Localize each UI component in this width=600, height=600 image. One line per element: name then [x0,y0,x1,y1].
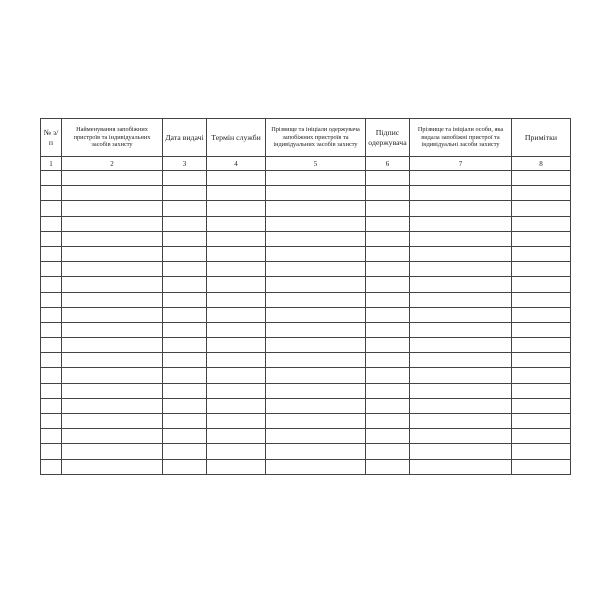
table-cell [512,246,571,261]
table-cell [207,262,266,277]
table-cell [163,292,207,307]
table-cell [163,353,207,368]
table-cell [207,338,266,353]
table-row [41,459,571,474]
table-cell [62,429,163,444]
table-cell [512,398,571,413]
register-body [41,171,571,475]
header-issuer-name: Прізвище та ініціали особи, яка видала запобіжні пристрої та індивідуальні засоби захисту [410,119,512,157]
table-cell [41,277,62,292]
table-cell [512,322,571,337]
table-cell [410,414,512,429]
table-cell [266,231,366,246]
table-cell [62,459,163,474]
table-cell [512,338,571,353]
column-number: 5 [266,157,366,171]
table-cell [163,368,207,383]
header-recipient-signature: Підпис одержувача [366,119,410,157]
table-cell [512,262,571,277]
table-cell [266,307,366,322]
table-cell [512,307,571,322]
table-cell [163,307,207,322]
table-cell [41,383,62,398]
table-cell [41,459,62,474]
table-cell [410,307,512,322]
table-cell [163,231,207,246]
table-row [41,201,571,216]
table-cell [410,368,512,383]
table-cell [410,186,512,201]
table-cell [207,383,266,398]
table-cell [41,307,62,322]
table-row [41,368,571,383]
table-cell [163,414,207,429]
table-cell [366,277,410,292]
table-cell [207,292,266,307]
table-row [41,216,571,231]
column-number: 6 [366,157,410,171]
table-cell [41,186,62,201]
table-cell [41,444,62,459]
table-cell [266,186,366,201]
table-cell [410,353,512,368]
table-cell [163,216,207,231]
table-cell [512,186,571,201]
table-cell [207,307,266,322]
table-cell [62,307,163,322]
table-cell [163,262,207,277]
table-cell [266,444,366,459]
table-cell [366,459,410,474]
table-cell [410,216,512,231]
table-cell [41,429,62,444]
table-cell [62,292,163,307]
table-row [41,277,571,292]
header-service-life: Термін служби [207,119,266,157]
table-cell [41,353,62,368]
table-cell [512,201,571,216]
table-cell [512,277,571,292]
table-cell [410,383,512,398]
table-cell [366,338,410,353]
table-row [41,292,571,307]
table-row [41,262,571,277]
table-cell [207,459,266,474]
table-cell [62,277,163,292]
table-cell [266,368,366,383]
table-row [41,246,571,261]
table-cell [163,201,207,216]
table-cell [163,429,207,444]
table-cell [207,171,266,186]
table-cell [207,414,266,429]
column-number: 4 [207,157,266,171]
table-cell [41,368,62,383]
table-cell [512,444,571,459]
table-cell [366,246,410,261]
table-cell [41,231,62,246]
table-cell [266,277,366,292]
table-cell [207,368,266,383]
table-cell [163,322,207,337]
column-number: 7 [410,157,512,171]
table-cell [41,216,62,231]
table-cell [62,398,163,413]
table-cell [410,262,512,277]
table-cell [207,277,266,292]
table-cell [266,322,366,337]
table-cell [62,338,163,353]
table-cell [62,414,163,429]
table-cell [410,201,512,216]
table-cell [410,231,512,246]
table-cell [512,353,571,368]
document-sheet [40,118,570,475]
table-cell [366,201,410,216]
table-cell [512,383,571,398]
header-issue-date: Дата видачі [163,119,207,157]
table-cell [266,262,366,277]
table-cell [207,186,266,201]
column-number: 2 [62,157,163,171]
table-cell [410,171,512,186]
table-cell [410,338,512,353]
table-cell [410,429,512,444]
table-cell [366,444,410,459]
table-cell [366,429,410,444]
table-cell [366,322,410,337]
table-row [41,383,571,398]
table-cell [41,292,62,307]
table-cell [266,338,366,353]
table-cell [62,444,163,459]
table-cell [366,292,410,307]
table-cell [41,201,62,216]
table-cell [41,262,62,277]
table-cell [512,231,571,246]
table-cell [163,277,207,292]
table-cell [62,262,163,277]
table-row [41,231,571,246]
table-cell [41,338,62,353]
table-cell [207,444,266,459]
table-cell [62,368,163,383]
column-number: 1 [41,157,62,171]
header-recipient-name: Прізвище та ініціали одержувача запобіжних пристроїв та індивідуальних засобів захисту [266,119,366,157]
table-cell [366,307,410,322]
table-cell [207,398,266,413]
table-cell [62,171,163,186]
table-cell [410,459,512,474]
table-cell [512,216,571,231]
table-cell [266,216,366,231]
header-notes: Примітки [512,119,571,157]
table-cell [266,353,366,368]
table-cell [266,398,366,413]
table-row [41,322,571,337]
table-row [41,414,571,429]
table-cell [410,444,512,459]
table-cell [62,353,163,368]
table-cell [163,398,207,413]
table-cell [207,322,266,337]
table-row [41,171,571,186]
column-number: 3 [163,157,207,171]
table-cell [41,246,62,261]
table-row [41,444,571,459]
table-cell [163,186,207,201]
table-cell [163,459,207,474]
table-cell [266,459,366,474]
table-cell [41,322,62,337]
table-cell [41,171,62,186]
table-cell [266,246,366,261]
table-cell [163,246,207,261]
table-cell [62,216,163,231]
table-cell [366,353,410,368]
table-cell [512,368,571,383]
table-cell [512,171,571,186]
header-row [41,119,571,157]
table-cell [163,444,207,459]
table-cell [366,186,410,201]
table-cell [41,414,62,429]
table-cell [207,216,266,231]
table-row [41,429,571,444]
table-cell [366,368,410,383]
table-cell [266,383,366,398]
table-row [41,186,571,201]
table-cell [512,429,571,444]
table-cell [266,201,366,216]
table-cell [41,398,62,413]
table-cell [410,292,512,307]
table-cell [207,201,266,216]
table-cell [207,231,266,246]
ppe-issue-register-table [40,118,571,475]
column-number-row [41,157,571,171]
table-row [41,353,571,368]
header-number: № з/п [41,119,62,157]
table-cell [512,292,571,307]
table-cell [207,429,266,444]
table-cell [62,383,163,398]
table-cell [266,429,366,444]
column-number: 8 [512,157,571,171]
table-row [41,398,571,413]
table-cell [410,322,512,337]
table-cell [207,246,266,261]
table-cell [207,353,266,368]
table-cell [366,414,410,429]
table-cell [366,231,410,246]
table-cell [266,414,366,429]
table-cell [163,338,207,353]
table-cell [62,246,163,261]
table-cell [62,186,163,201]
table-cell [62,322,163,337]
table-cell [512,459,571,474]
table-cell [62,201,163,216]
table-cell [366,262,410,277]
table-cell [266,292,366,307]
table-cell [266,171,366,186]
table-cell [410,246,512,261]
table-cell [163,171,207,186]
table-cell [366,171,410,186]
table-cell [62,231,163,246]
header-item-name: Найменування запобіжних пристроїв та індивідуальних засобів захисту [62,119,163,157]
table-cell [410,398,512,413]
table-row [41,307,571,322]
table-cell [163,383,207,398]
table-cell [366,216,410,231]
table-cell [366,383,410,398]
table-cell [366,398,410,413]
table-cell [410,277,512,292]
table-row [41,338,571,353]
table-cell [512,414,571,429]
